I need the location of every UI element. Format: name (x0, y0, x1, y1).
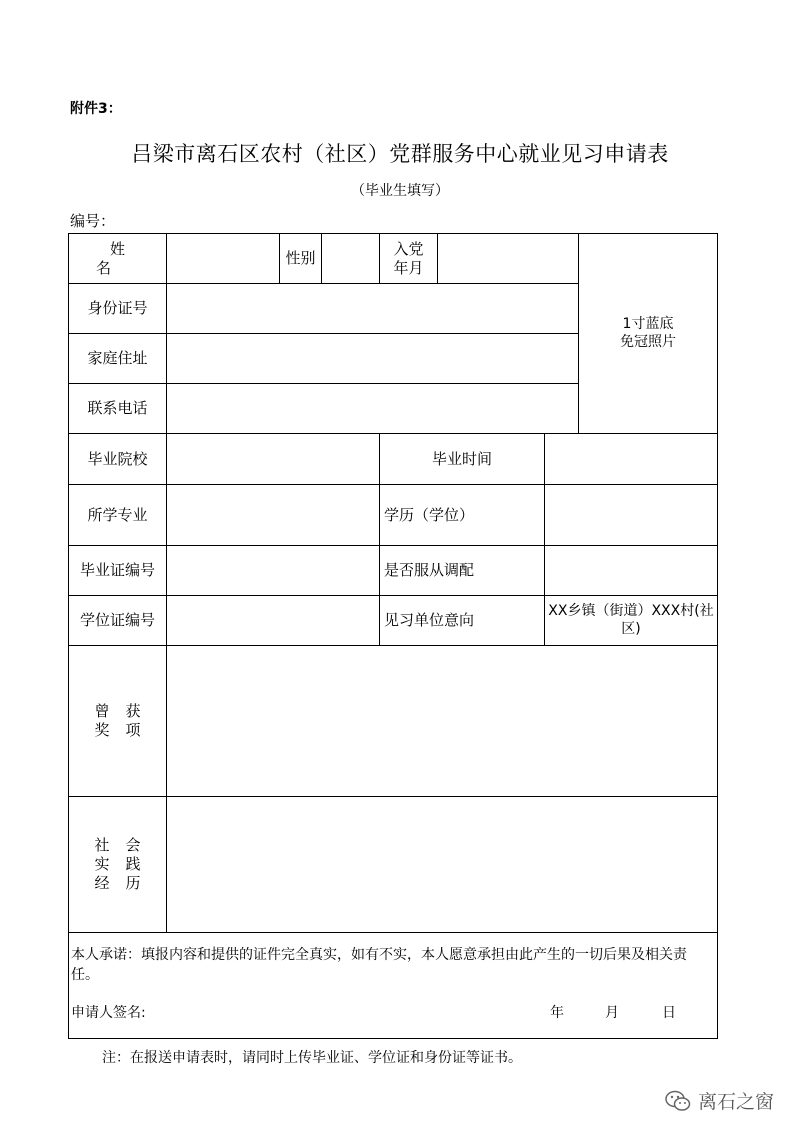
degree-label: 学历（学位） (380, 485, 545, 546)
form-subtitle: （毕业生填写） (351, 183, 449, 199)
home-address-field[interactable] (167, 334, 579, 384)
obey-assignment-label: 是否服从调配 (380, 546, 545, 596)
phone-field[interactable] (167, 384, 579, 434)
attachment-label: 附件3： (70, 101, 122, 117)
graduate-school-label: 毕业院校 (69, 434, 167, 485)
watermark (664, 1087, 774, 1114)
graduate-school-field[interactable] (167, 434, 380, 485)
degree-cert-number-field[interactable] (167, 596, 380, 646)
awards-field[interactable] (167, 646, 718, 797)
photo-placeholder[interactable]: 1寸蓝底 免冠照片 (579, 234, 718, 434)
month-label: 月 (605, 1005, 619, 1021)
serial-number-label: 编号： (70, 212, 116, 230)
pledge-text: 本人承诺：填报内容和提供的证件完全真实，如有不实，本人愿意承担由此产生的一切后果及相关责任。 (71, 947, 687, 983)
home-address-label: 家庭住址 (69, 334, 167, 384)
social-practice-field[interactable] (167, 797, 718, 933)
id-number-label: 身份证号 (69, 284, 167, 334)
degree-field[interactable] (545, 485, 718, 546)
gender-field[interactable] (322, 234, 380, 284)
pledge-section (69, 933, 718, 1039)
obey-assignment-field[interactable] (545, 546, 718, 596)
diploma-number-field[interactable] (167, 546, 380, 596)
social-practice-label: 社会 实践 经历 (69, 797, 167, 933)
major-label: 所学专业 (69, 485, 167, 546)
form-title: 吕梁市离石区农村（社区）党群服务中心就业见习申请表 (131, 142, 669, 166)
graduation-time-label: 毕业时间 (380, 434, 545, 485)
watermark-text: 离石之窗 (698, 1091, 775, 1113)
wechat-icon (664, 1089, 692, 1113)
awards-label: 曾获 奖项 (69, 646, 167, 797)
graduation-time-field[interactable] (545, 434, 718, 485)
gender-label: 性别 (280, 234, 322, 284)
day-label: 日 (662, 1005, 676, 1021)
major-field[interactable] (167, 485, 380, 546)
join-party-date-field[interactable] (438, 234, 579, 284)
application-form-table (68, 233, 718, 1039)
year-label: 年 (550, 1005, 564, 1021)
join-party-date-label: 入党 年月 (380, 234, 438, 284)
id-number-field[interactable] (167, 284, 579, 334)
diploma-number-label: 毕业证编号 (69, 546, 167, 596)
phone-label: 联系电话 (69, 384, 167, 434)
intern-unit-intent-label: 见习单位意向 (380, 596, 545, 646)
name-label: 姓 名 (69, 234, 167, 284)
degree-cert-number-label: 学位证编号 (69, 596, 167, 646)
intern-unit-intent-value[interactable]: XX乡镇（街道）XXX村(社区) (545, 596, 718, 646)
footer-note: 注：在报送申请表时，请同时上传毕业证、学位证和身份证等证书。 (102, 1050, 522, 1066)
applicant-signature-label[interactable]: 申请人签名: (71, 1005, 146, 1021)
signature-date[interactable] (550, 1005, 676, 1023)
